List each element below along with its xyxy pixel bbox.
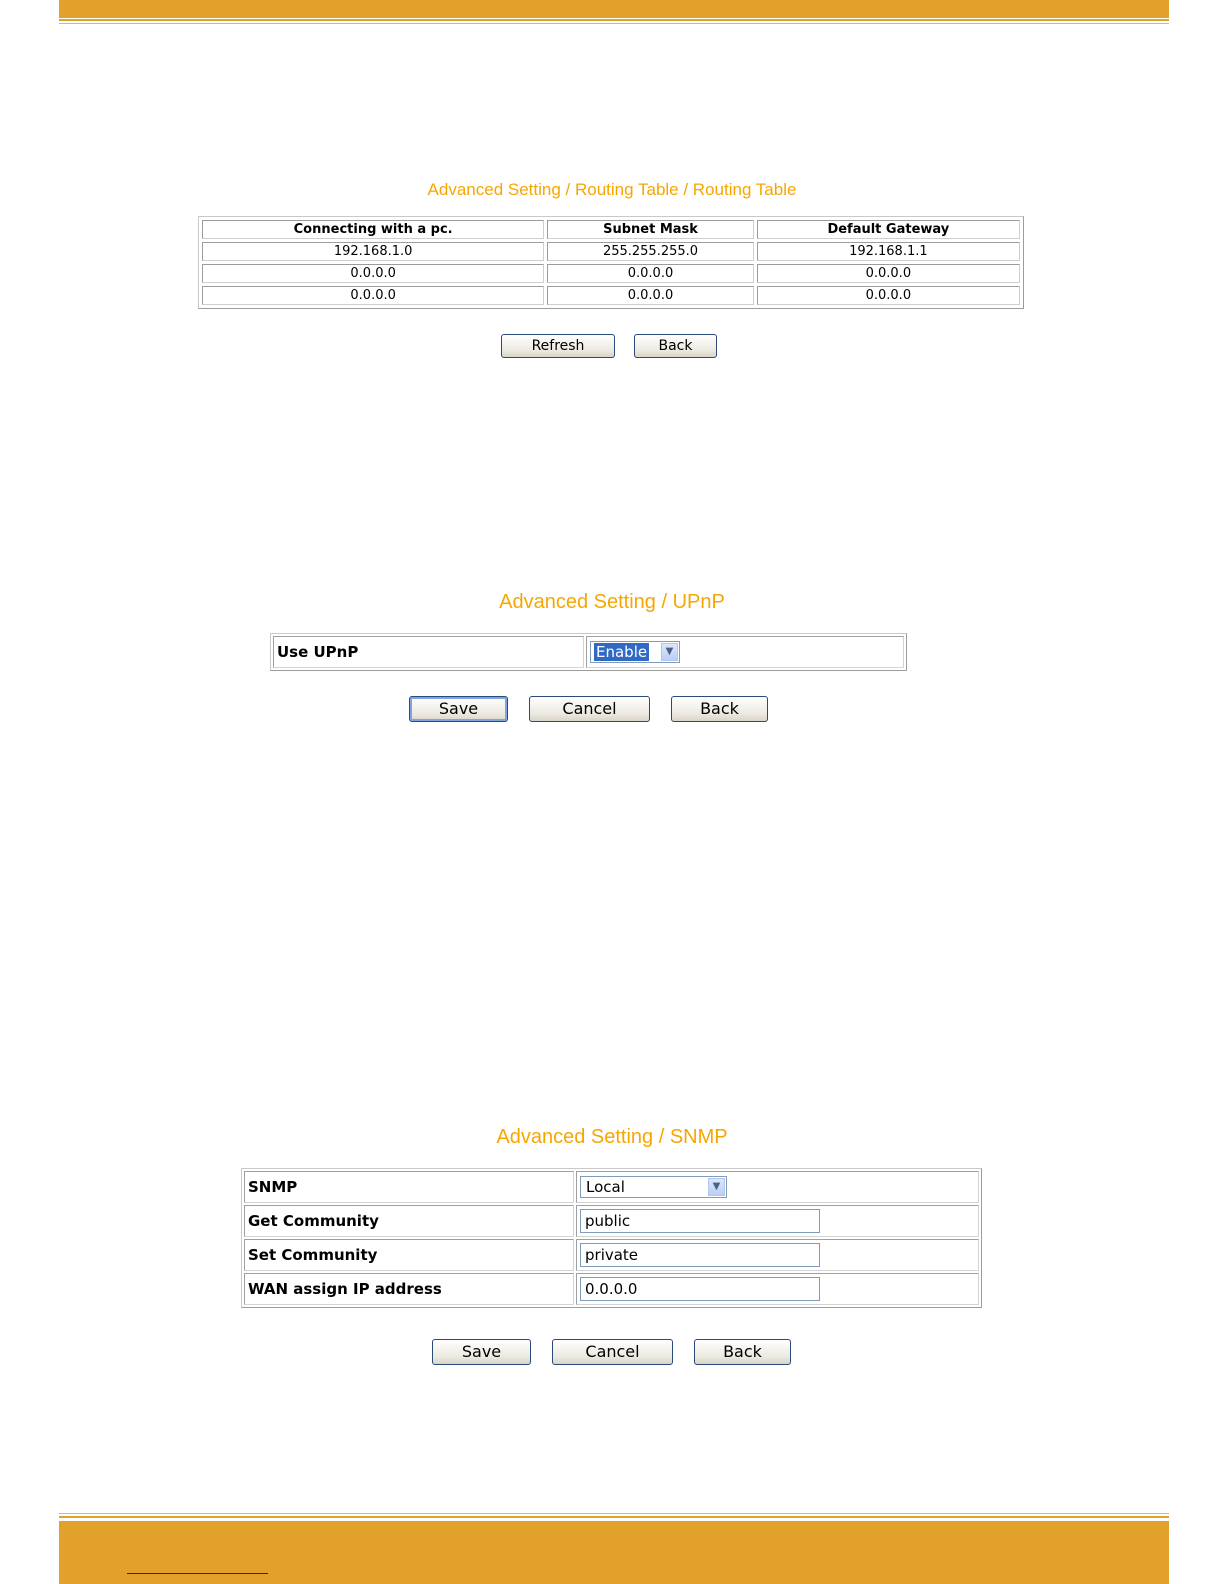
routing-back-button[interactable]: Back xyxy=(634,334,717,358)
snmp-row xyxy=(244,1171,979,1203)
table-cell: 0.0.0.0 xyxy=(757,286,1020,305)
table-cell: 0.0.0.0 xyxy=(547,286,753,305)
upnp-save-button[interactable]: Save xyxy=(409,696,508,722)
routing-title: Advanced Setting / Routing Table / Routing Table xyxy=(427,180,797,199)
use-upnp-selected-value: Enable xyxy=(596,643,648,661)
table-row xyxy=(202,242,1020,261)
column-header-default-gateway: Default Gateway xyxy=(757,220,1020,239)
table-cell: 0.0.0.0 xyxy=(547,264,753,283)
upnp-row xyxy=(273,636,904,668)
table-cell: 0.0.0.0 xyxy=(202,286,544,305)
wan-ip-label: WAN assign IP address xyxy=(244,1273,574,1305)
wan-ip-cell xyxy=(576,1273,979,1305)
snmp-select[interactable] xyxy=(580,1176,727,1198)
upnp-back-button[interactable]: Back xyxy=(671,696,768,722)
set-community-cell xyxy=(576,1239,979,1271)
chevron-down-icon[interactable]: ▼ xyxy=(708,1178,725,1196)
get-community-label: Get Community xyxy=(244,1205,574,1237)
table-row xyxy=(202,264,1020,283)
snmp-back-button[interactable]: Back xyxy=(694,1339,791,1365)
header-rule-thin xyxy=(59,23,1169,24)
snmp-table xyxy=(241,1168,982,1308)
set-community-input[interactable]: private xyxy=(580,1243,820,1267)
table-cell: 0.0.0.0 xyxy=(202,264,544,283)
use-upnp-label: Use UPnP xyxy=(273,636,584,668)
table-row xyxy=(202,286,1020,305)
snmp-title: Advanced Setting / SNMP xyxy=(496,1126,728,1148)
header-band xyxy=(59,0,1169,18)
column-header-subnet-mask: Subnet Mask xyxy=(547,220,753,239)
table-cell: 192.168.1.1 xyxy=(757,242,1020,261)
upnp-table xyxy=(270,633,907,671)
wan-ip-input[interactable]: 0.0.0.0 xyxy=(580,1277,820,1301)
footer-band xyxy=(59,1521,1169,1584)
use-upnp-select[interactable] xyxy=(590,641,680,663)
snmp-save-button[interactable]: Save xyxy=(432,1339,531,1365)
get-community-input[interactable]: public xyxy=(580,1209,820,1233)
header-rule xyxy=(59,19,1169,21)
table-cell: 0.0.0.0 xyxy=(757,264,1020,283)
footer-underline xyxy=(127,1573,268,1574)
upnp-cancel-button[interactable]: Cancel xyxy=(529,696,650,722)
table-cell: 192.168.1.0 xyxy=(202,242,544,261)
use-upnp-cell xyxy=(586,636,904,668)
wan-ip-row xyxy=(244,1273,979,1305)
routing-header-row xyxy=(202,220,1020,239)
get-community-row xyxy=(244,1205,979,1237)
set-community-row xyxy=(244,1239,979,1271)
upnp-title: Advanced Setting / UPnP xyxy=(499,591,725,613)
snmp-value-cell xyxy=(576,1171,979,1203)
column-header-connecting: Connecting with a pc. xyxy=(202,220,544,239)
footer-rule xyxy=(59,1516,1169,1518)
routing-table xyxy=(198,216,1024,309)
refresh-button[interactable]: Refresh xyxy=(501,334,615,358)
snmp-label: SNMP xyxy=(244,1171,574,1203)
table-cell: 255.255.255.0 xyxy=(547,242,753,261)
footer-rule-thin xyxy=(59,1513,1169,1514)
snmp-selected-value: Local xyxy=(586,1178,625,1196)
chevron-down-icon[interactable]: ▼ xyxy=(661,643,678,661)
snmp-cancel-button[interactable]: Cancel xyxy=(552,1339,673,1365)
get-community-cell xyxy=(576,1205,979,1237)
set-community-label: Set Community xyxy=(244,1239,574,1271)
